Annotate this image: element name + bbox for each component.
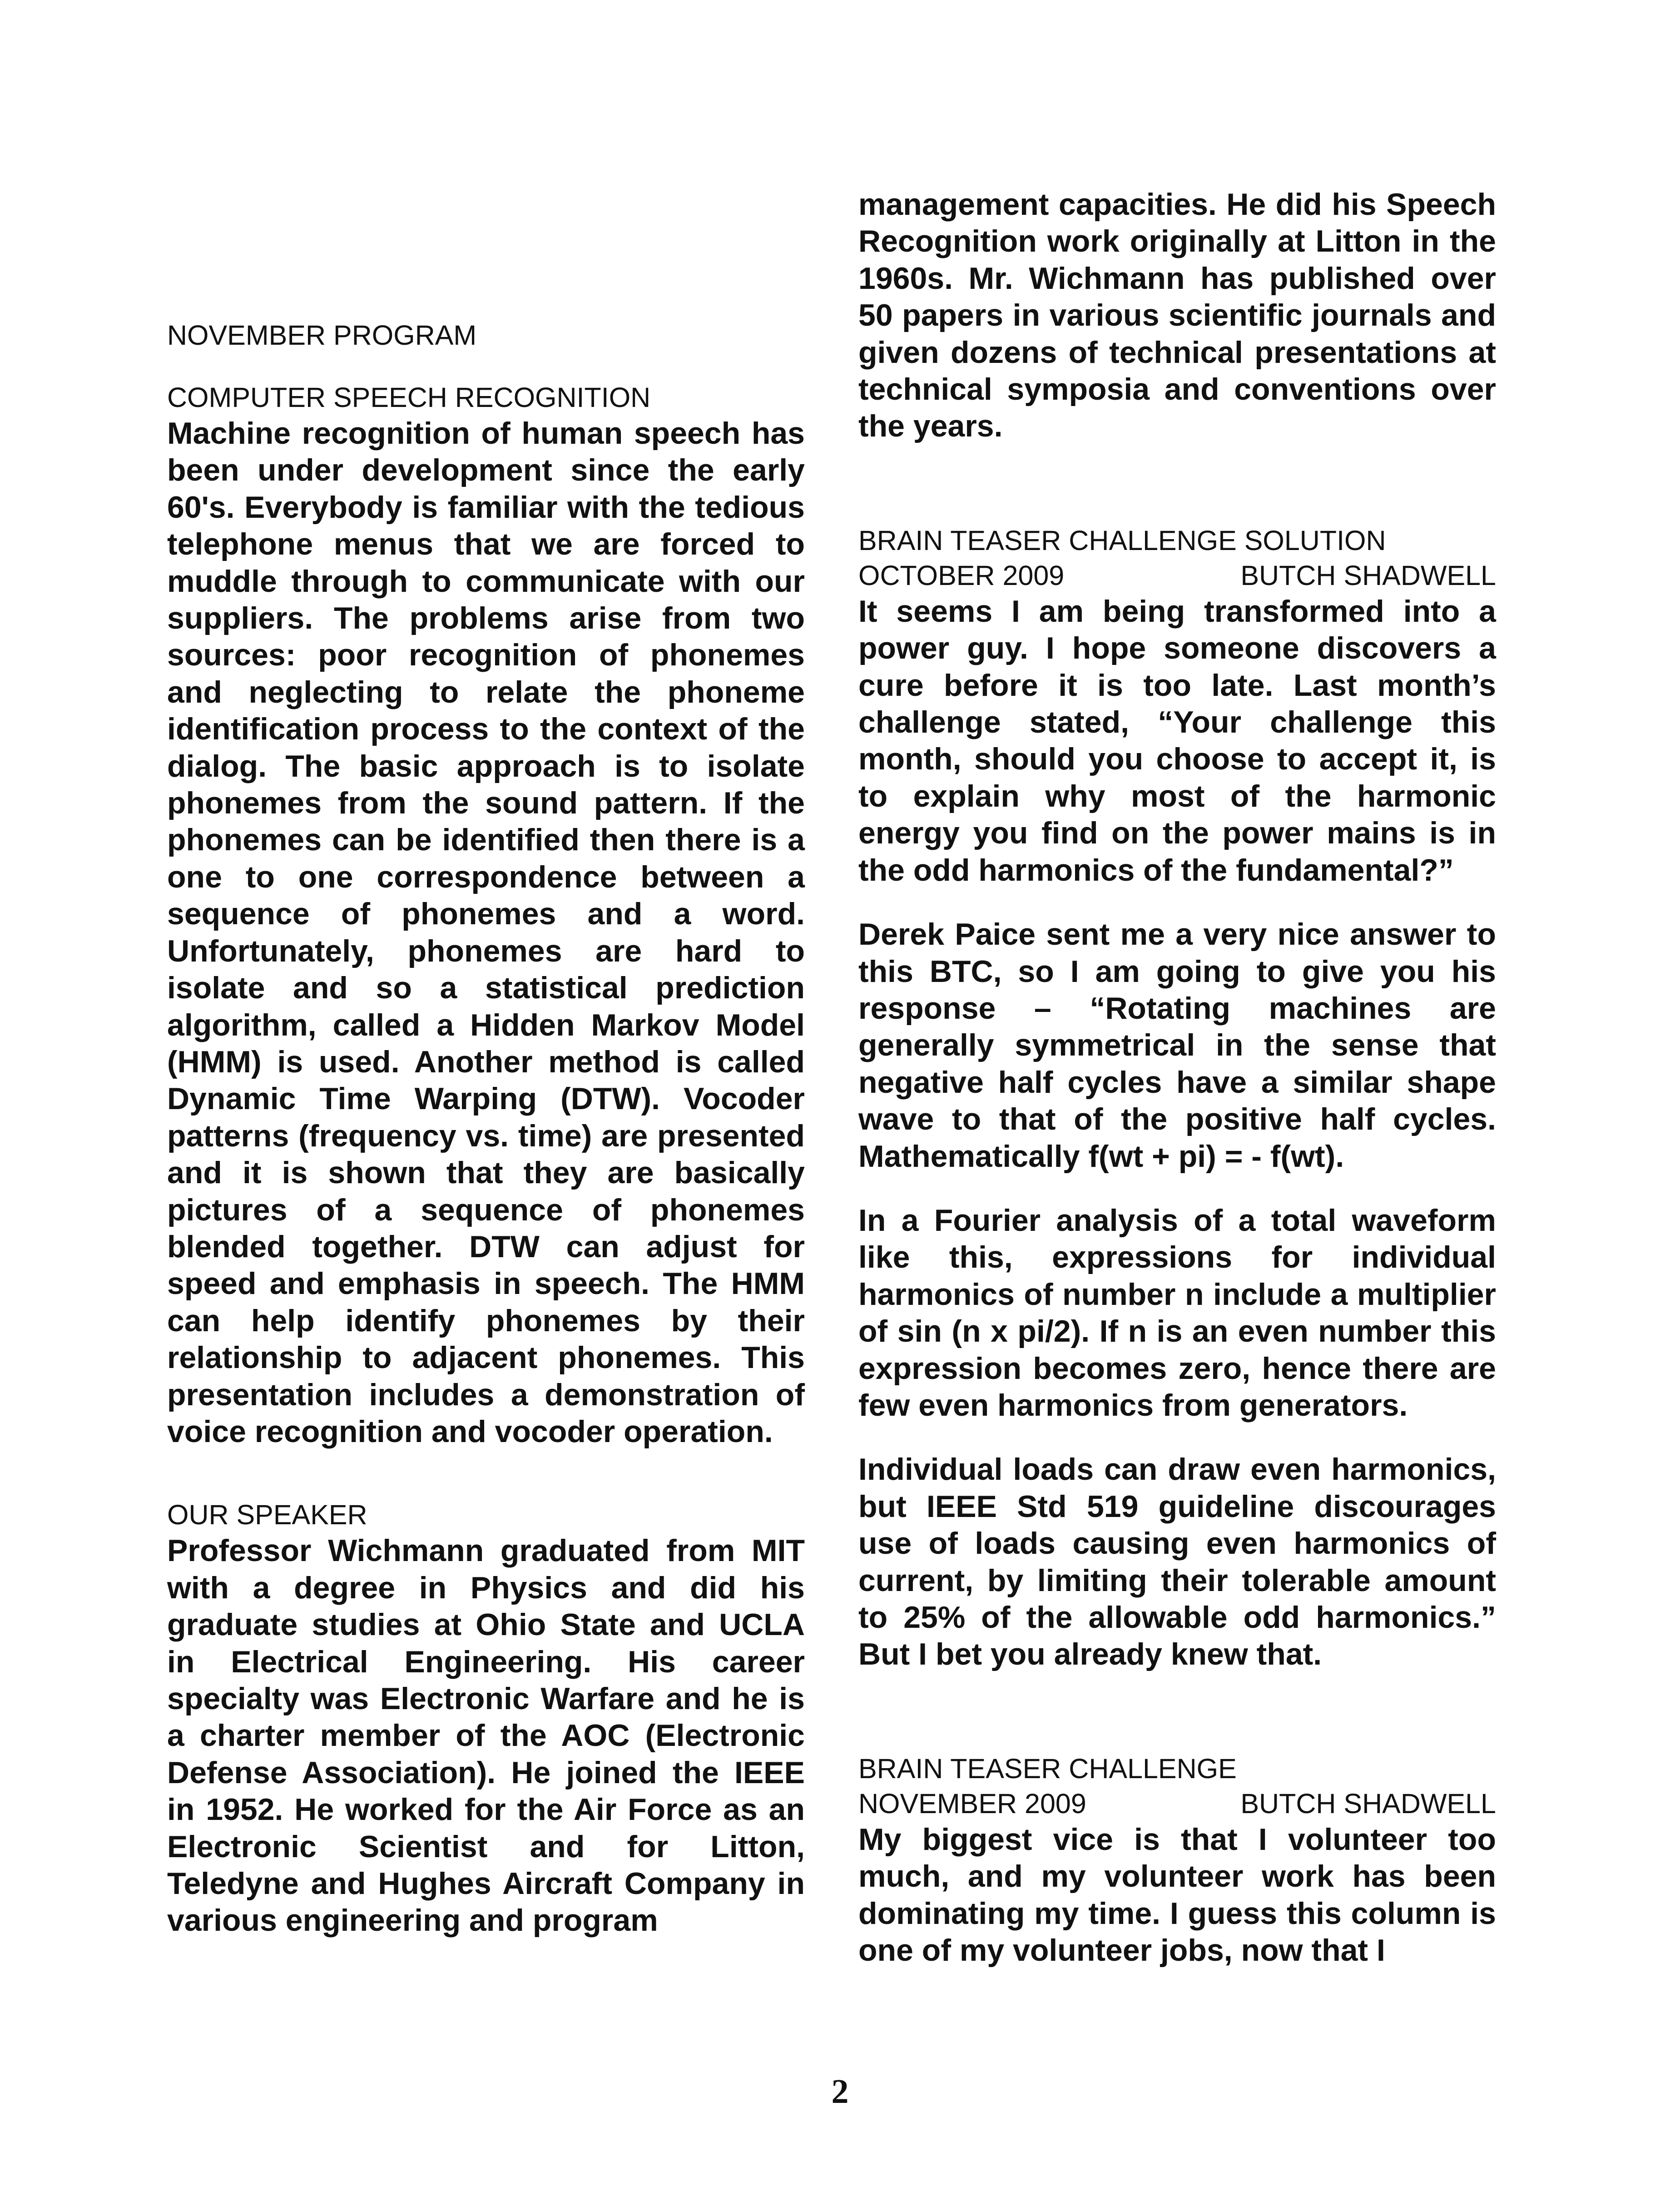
speaker-paragraph-continued: management capacities. He did his Speech Recognition work originally at Litton in the 1960s. Mr. Wichmann has published over 50 papers in various scientific journals and given dozens of technical presentations at technical symposia and conventions over the years. xyxy=(858,187,1496,444)
solution-paragraph-1: It seems I am being transformed into a power guy. I hope someone discovers a cure before it is too late. Last month’s challenge stated, “Your challenge this month, should you choose to accept it, is to explain why most of the harmonic energy you find on the power mains is in the odd harmonics of the fundamental?” xyxy=(858,594,1496,887)
program-heading: NOVEMBER PROGRAM xyxy=(167,320,477,351)
left-column xyxy=(167,318,805,1939)
solution-date: OCTOBER 2009 xyxy=(858,560,1065,591)
challenge-author: BUTCH SHADWELL xyxy=(1240,1788,1496,1819)
page-number: 2 xyxy=(831,2072,849,2111)
challenge-paragraph: My biggest vice is that I volunteer too much, and my volunteer work has been dominating my time. I guess this column is one of my volunteer jobs, now that I xyxy=(858,1822,1496,1968)
solution-byline xyxy=(858,558,1496,593)
solution-paragraph-2: Derek Paice sent me a very nice answer to this BTC, so I am going to give you his response – “Rotating machines are generally symmetrical in the sense that negative half cycles have a similar shape wave to that of the positive half cycles. Mathematically f(wt + pi) = - f(wt). xyxy=(858,917,1496,1174)
solution-heading: BRAIN TEASER CHALLENGE SOLUTION xyxy=(858,525,1386,556)
challenge-byline xyxy=(858,1786,1496,1821)
topic-heading: COMPUTER SPEECH RECOGNITION xyxy=(167,382,651,413)
topic-paragraph: Machine recognition of human speech has been under development since the early 60's. Everybody is familiar with the tedious telephone menus that we are forced to muddle through to communicate with our suppliers. The problems arise from two sources: poor recognition of phonemes and neglecting to relate the phoneme identification process to the context of the dialog. The basic approach is to isolate phonemes from the sound pattern. If the phonemes can be identified then there is a one to one correspondence between a sequence of phonemes and a word. Unfortunately, phonemes are hard to isolate and so a statistical prediction algorithm, called a Hidden Markov Model (HMM) is used. Another method is called Dynamic Time Warping (DTW). Vocoder patterns (frequency vs. time) are presented and it is shown that they are basically pictures of a sequence of phonemes blended together. DTW can adjust for speed and emphasis in speech. The HMM can help identify phonemes by their relationship to adjacent phonemes. This presentation includes a demonstration of voice recognition and vocoder operation. xyxy=(167,416,805,1449)
speaker-heading: OUR SPEAKER xyxy=(167,1499,367,1531)
challenge-date: NOVEMBER 2009 xyxy=(858,1788,1086,1819)
solution-paragraph-3: In a Fourier analysis of a total waveform like this, expressions for individual harmonics of number n include a multiplier of sin (n x pi/2). If n is an even number this expression becomes zero, hence there are few even harmonics from generators. xyxy=(858,1203,1496,1423)
solution-paragraph-4: Individual loads can draw even harmonics, but IEEE Std 519 guideline discourages use of loads causing even harmonics of current, by limiting their tolerable amount to 25% of the allowable odd harmonics.” But I bet you already knew that. xyxy=(858,1452,1496,1672)
challenge-heading: BRAIN TEASER CHALLENGE xyxy=(858,1753,1237,1784)
solution-author: BUTCH SHADWELL xyxy=(1240,560,1496,591)
speaker-paragraph: Professor Wichmann graduated from MIT with a degree in Physics and did his graduate studies at Ohio State and UCLA in Electrical Engineering. His career specialty was Electronic Warfare and he is a charter member of the AOC (Electronic Defense Association). He joined the IEEE in 1952. He worked for the Air Force as an Electronic Scientist and for Litton, Teledyne and Hughes Aircraft Company in various engineering and program xyxy=(167,1533,805,1938)
right-column xyxy=(858,186,1496,1969)
